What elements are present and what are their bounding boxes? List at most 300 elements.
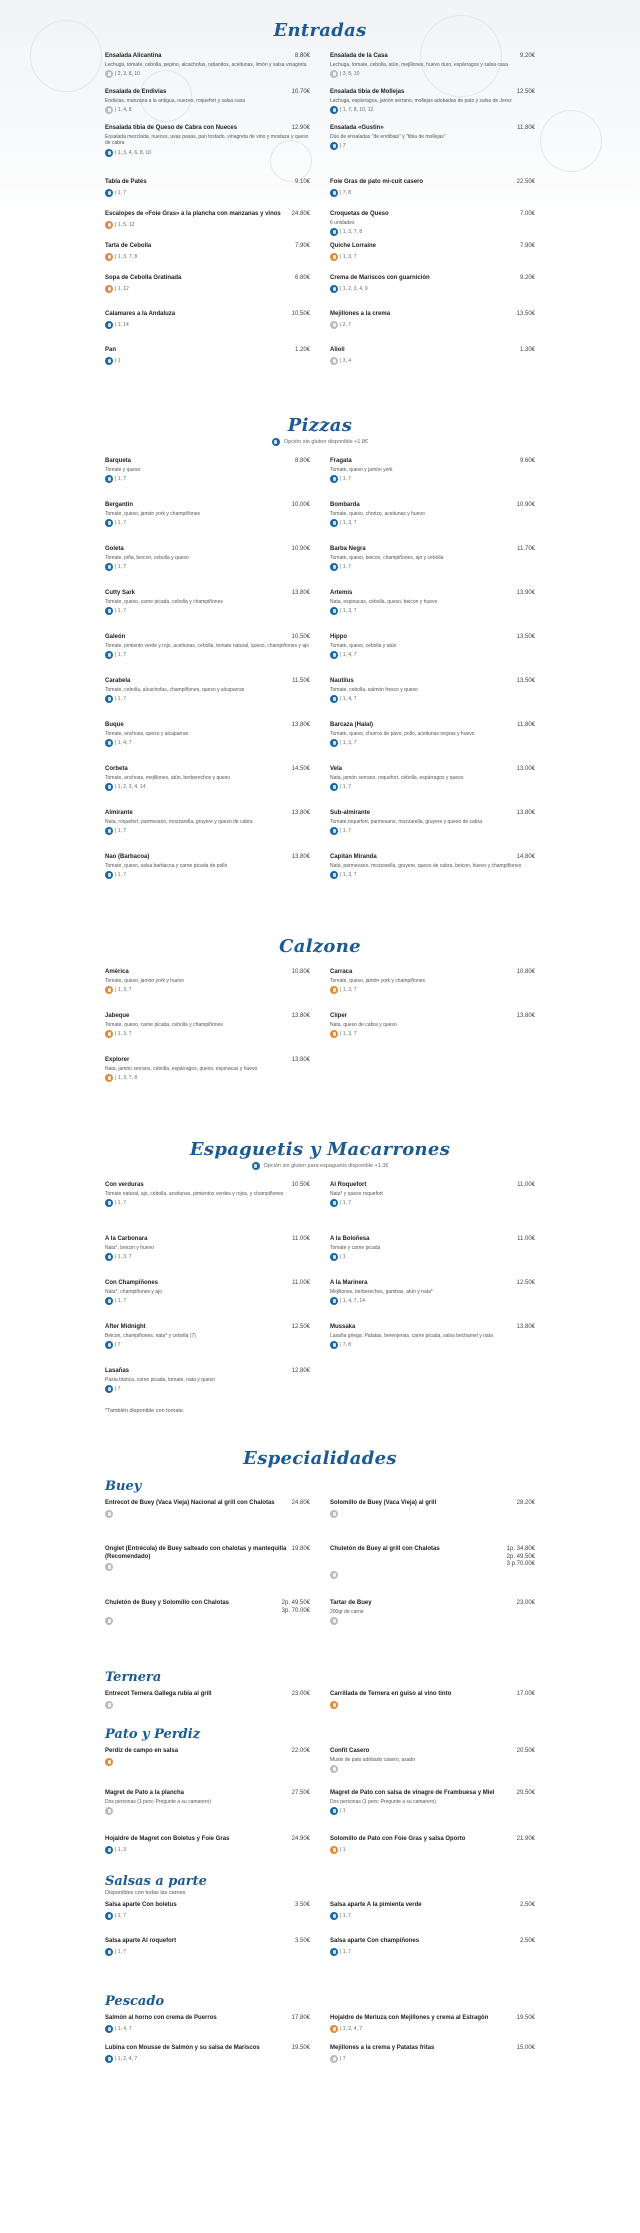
allergen-codes: | 1, 7	[115, 872, 127, 878]
allergen-row	[105, 321, 310, 329]
menu-item	[330, 678, 535, 703]
menu-item	[330, 1500, 535, 1518]
allergen-row	[105, 563, 310, 571]
menu-item-name: Croquetas de Queso	[330, 211, 389, 217]
menu-item-price: 24.80€	[291, 211, 310, 217]
menu-item-price: 14.50€	[291, 766, 310, 772]
allergen-badge-icon	[330, 2025, 338, 2033]
menu-item-name: Solomillo de Buey (Vaca Vieja) al grill	[330, 1500, 437, 1506]
salsas-subnote: Disponibles con todas las carnes	[105, 1890, 186, 1896]
allergen-row	[105, 1701, 310, 1709]
menu-item-description: Tomate, pimiento verde y rojo, aceitunas, cebolla, tomate natural, queso, champiñones y ajo	[105, 642, 310, 649]
allergen-codes: | 1, 3, 7	[340, 740, 357, 746]
allergen-badge-icon	[105, 695, 113, 703]
menu-item-description: Lasaña griega: Patatas, berenjenas, carne picada, salsa bechamel y nata	[330, 1332, 493, 1339]
menu-item-name: Galeón	[105, 634, 126, 640]
menu-item-price: 19.50€	[291, 2045, 310, 2051]
menu-grid	[105, 969, 535, 1101]
allergen-badge-icon	[330, 695, 338, 703]
menu-item-description: Pasta blanca, carne picada, tomate, nata y queso	[105, 1376, 215, 1383]
menu-item-name: Crema de Mariscos con guarnición	[330, 275, 430, 281]
allergen-badge-icon	[330, 1030, 338, 1038]
menu-item	[105, 1691, 310, 1709]
menu-item-name: Confit Casero	[330, 1748, 370, 1754]
menu-item-header	[105, 1836, 310, 1844]
menu-item-price: 12.90€	[291, 125, 310, 131]
menu-item	[330, 311, 535, 329]
gluten-free-note-text: Opción sin gluten para espaguetis disponible +1.3€	[263, 1163, 389, 1169]
allergen-badge-icon	[330, 2055, 338, 2063]
menu-item	[105, 89, 310, 114]
allergen-badge-icon	[105, 651, 113, 659]
allergen-codes: | 1, 7	[340, 1912, 352, 1919]
menu-item-header	[105, 1324, 310, 1332]
menu-item	[330, 1600, 535, 1625]
allergen-row	[330, 2025, 535, 2033]
menu-item-header	[105, 2015, 310, 2023]
menu-item-price: 22.00€	[291, 1748, 310, 1754]
menu-item-price: 24.90€	[291, 1836, 310, 1842]
menu-item-description: Beicon, champiñones, nata* y cebolla (7)	[105, 1332, 196, 1339]
menu-item	[105, 590, 310, 615]
allergen-codes: | 1, 7	[115, 1200, 127, 1206]
menu-item-header	[105, 2045, 310, 2053]
allergen-row	[330, 321, 535, 329]
menu-item-name: Nautilus	[330, 678, 354, 684]
menu-item-name: Lasañas	[105, 1368, 130, 1374]
allergen-row	[105, 1253, 310, 1261]
menu-item	[105, 458, 310, 483]
menu-item-price: 13.80€	[516, 1324, 535, 1330]
menu-item-header	[330, 969, 535, 977]
menu-item-header	[330, 1324, 535, 1332]
menu-item	[105, 179, 310, 197]
menu-grid	[105, 458, 535, 898]
allergen-badge-icon	[105, 1758, 113, 1766]
allergen-codes: | 1, 2, 3, 4, 14	[115, 784, 146, 790]
menu-item-price: 13.90€	[516, 590, 535, 596]
menu-item-header	[330, 53, 535, 61]
menu-item-description: Lechuga, espárragos, jamón serrano, mollejas adobadas de pato y salsa de Jerez	[330, 97, 512, 104]
allergen-row	[330, 871, 535, 879]
allergen-row	[105, 1341, 310, 1349]
menu-item	[105, 1790, 310, 1815]
menu-item-description: Tomate,roquefort, parmesano, mozzarella, gruyere y queso de cabra	[330, 818, 483, 825]
menu-item	[105, 1324, 310, 1349]
menu-item	[105, 634, 310, 659]
menu-item	[330, 854, 535, 879]
allergen-row	[330, 228, 535, 236]
allergen-codes: | 1, 3, 4, 6, 8, 10	[115, 149, 152, 156]
allergen-codes: | 1, 7	[115, 520, 127, 526]
allergen-badge-icon	[330, 70, 338, 78]
menu-item-price: 9.20€	[519, 53, 535, 59]
menu-item-price: 22.50€	[516, 179, 535, 185]
menu-item-price: 19.80€	[291, 1546, 310, 1552]
menu-item-header	[330, 2045, 535, 2053]
allergen-badge-icon	[330, 1617, 338, 1625]
menu-item-name: Vela	[330, 766, 343, 772]
allergen-row	[330, 1701, 535, 1709]
menu-item-description: Dúo de ensaladas "de endibias" y "tibia de mollejas"	[330, 133, 446, 140]
allergen-codes: | 1, 7	[115, 564, 127, 570]
allergen-row	[330, 739, 535, 747]
allergen-badge-icon	[330, 607, 338, 615]
allergen-badge-icon	[105, 106, 113, 114]
menu-item	[105, 722, 310, 747]
menu-item-header	[105, 311, 310, 319]
menu-item-name: Lubina con Mousse de Salmón y su salsa de Mariscos	[105, 2045, 260, 2051]
allergen-row	[330, 783, 535, 791]
menu-item	[105, 2015, 310, 2033]
menu-item-name: Capitán Miranda	[330, 854, 377, 860]
menu-item-name: Explorer	[105, 1057, 130, 1063]
allergen-codes: | 1, 7	[115, 1912, 127, 1919]
menu-item-price: 10.00€	[291, 502, 310, 508]
allergen-badge-icon	[330, 1701, 338, 1709]
allergen-badge-icon	[105, 1253, 113, 1261]
menu-item-price: 13.80€	[291, 722, 310, 728]
menu-item	[330, 1790, 535, 1815]
allergen-badge-icon	[105, 1948, 113, 1956]
menu-item	[330, 810, 535, 835]
menu-item-price: 2.50€	[519, 1902, 535, 1908]
menu-item	[105, 678, 310, 703]
section-title: Calzone	[279, 936, 361, 957]
menu-item-header	[330, 211, 535, 219]
menu-item-name: Quiche Lorraine	[330, 243, 377, 249]
allergen-codes: | 1, 3, 7	[115, 1031, 132, 1037]
menu-item	[105, 1902, 310, 1920]
allergen-row	[330, 1253, 535, 1261]
allergen-row	[330, 1912, 535, 1920]
section-pizzas	[0, 395, 640, 898]
menu-item	[105, 1236, 310, 1261]
allergen-row	[105, 253, 310, 261]
menu-grid	[105, 1902, 535, 1966]
menu-item-header	[330, 2015, 535, 2023]
allergen-badge-icon	[105, 783, 113, 791]
allergen-badge-icon	[105, 1912, 113, 1920]
allergen-badge-icon	[330, 986, 338, 994]
menu-item	[105, 766, 310, 791]
menu-item-price: 27.50€	[291, 1790, 310, 1796]
menu-item-name: Artemis	[330, 590, 353, 596]
allergen-codes: | 1, 3, 7	[340, 253, 357, 260]
menu-item-name: Hippo	[330, 634, 347, 640]
menu-item-price: 1.20€	[294, 347, 310, 353]
allergen-row	[105, 1846, 310, 1854]
menu-item	[330, 502, 535, 527]
menu-item-name: Entrecot de Buey (Vaca Vieja) Nacional al grill con Chalotas	[105, 1500, 275, 1506]
menu-item-header	[330, 546, 535, 554]
allergen-badge-icon	[330, 1765, 338, 1773]
menu-item-description: Tomate, anchoas, queso y alcaparras	[105, 730, 189, 737]
menu-item-description: Nata, roquefort, parmesano, mozzarella, gruyere y queso de cabra	[105, 818, 253, 825]
menu-item-header	[105, 1790, 310, 1798]
menu-item-name: Salsa aparte Con boletus	[105, 1902, 177, 1908]
menu-item	[105, 969, 310, 994]
allergen-badge-icon	[330, 189, 338, 197]
menu-item-header	[105, 179, 310, 187]
menu-item-name: Fragata	[330, 458, 352, 464]
menu-item-name: Perdiz de campo en salsa	[105, 1748, 179, 1754]
allergen-badge-icon	[105, 1807, 113, 1815]
menu-item-price: 13.80€	[516, 810, 535, 816]
menu-item-name: Ensalada Alicantina	[105, 53, 162, 59]
menu-item-description: Nata, espinacas, cebolla, queso, beicon y huevo	[330, 598, 438, 605]
menu-item-header	[330, 502, 535, 510]
allergen-row	[330, 986, 535, 994]
menu-item-name: Barcaza (Halal)	[330, 722, 374, 728]
allergen-badge-icon	[330, 871, 338, 879]
menu-item-price: 13.80€	[291, 854, 310, 860]
menu-item-price: 1.30€	[519, 347, 535, 353]
menu-item-price: 24.80€	[291, 1500, 310, 1506]
allergen-codes: | 1, 7	[340, 1200, 352, 1206]
menu-item	[105, 810, 310, 835]
menu-item-name: A la Boloñesa	[330, 1236, 370, 1242]
menu-item-description: Tomate, queso, carne picada, cebolla y champiñones	[105, 598, 223, 605]
menu-item-name: A la Marinera	[330, 1280, 368, 1286]
menu-item-header	[330, 1546, 535, 1569]
menu-item-name: Alioli	[330, 347, 345, 353]
menu-item	[105, 1013, 310, 1038]
menu-item-header	[105, 1748, 310, 1756]
menu-item-name: Mussaka	[330, 1324, 356, 1330]
allergen-codes: | 1, 7	[340, 564, 352, 570]
menu-item	[330, 590, 535, 615]
menu-item-price: 12.50€	[516, 1280, 535, 1286]
allergen-codes: | 1, 7	[115, 828, 127, 834]
allergen-codes: | 1, 7	[340, 476, 352, 482]
allergen-codes: | 1, 3, 7	[115, 1254, 132, 1260]
menu-item-name: Hojaldre de Merluza con Mejillones y crema al Estragón	[330, 2015, 489, 2021]
menu-item-name: Tartar de Buey	[330, 1600, 372, 1606]
allergen-row	[105, 149, 310, 157]
allergen-row	[330, 1617, 535, 1625]
allergen-codes: | 1, 3, 7, 8	[340, 229, 363, 235]
allergen-badge-icon	[330, 1571, 338, 1579]
menu-item-name: A la Carbonara	[105, 1236, 148, 1242]
allergen-badge-icon	[105, 1846, 113, 1854]
section-especialidades	[0, 1428, 640, 2071]
allergen-codes: | 1, 7	[340, 1948, 352, 1955]
menu-item-description: Tomate, piña, beicon, cebolla y queso	[105, 554, 189, 561]
allergen-badge-icon	[330, 519, 338, 527]
menu-item-description: Dos personas (1 pers: Pregunte a su camarero)	[105, 1798, 211, 1805]
menu-item	[330, 125, 535, 150]
menu-item-header	[105, 678, 310, 686]
menu-item-name: Calamares a la Andaluza	[105, 311, 176, 317]
menu-item	[105, 1600, 310, 1625]
menu-item-header	[105, 275, 310, 283]
allergen-codes: | 1, 2, 4, 7	[115, 2055, 138, 2062]
menu-item-name: Salsa aparte A la pimienta verde	[330, 1902, 422, 1908]
menu-item-name: Pan	[105, 347, 117, 353]
menu-item	[105, 1280, 310, 1305]
allergen-badge-icon	[330, 357, 338, 365]
menu-item-description: Nata, parmesano, mozzarella, gruyere, queso de cabra, beicon, huevo y champiñones	[330, 862, 522, 869]
menu-item-header	[105, 53, 310, 61]
menu-item	[330, 1013, 535, 1038]
menu-item-header	[330, 1748, 535, 1756]
menu-item-name: Magret de Pato a la plancha	[105, 1790, 185, 1796]
menu-item-header	[105, 1013, 310, 1021]
allergen-row	[105, 475, 310, 483]
menu-item-name: Carraca	[330, 969, 353, 975]
allergen-row	[105, 1807, 310, 1815]
menu-item-price: 14.80€	[516, 854, 535, 860]
menu-item-price: 13.80€	[291, 810, 310, 816]
menu-item-header	[105, 1368, 310, 1376]
menu-item	[105, 1182, 310, 1207]
menu-item-header	[330, 275, 535, 283]
menu-item-description: Tomate, queso, churros de pavo, pollo, aceitunas negras y huevo	[330, 730, 475, 737]
allergen-codes: | 1, 2, 4, 7	[340, 2025, 363, 2032]
allergen-row	[330, 1571, 535, 1579]
menu-item-header	[105, 1500, 310, 1508]
menu-item-header	[105, 347, 310, 355]
menu-item	[105, 275, 310, 293]
menu-item-name: Ensalada «Gustin»	[330, 125, 384, 131]
menu-item-description: Dos personas (1 pers: Pregunte a su camarero)	[330, 1798, 436, 1805]
menu-item-price: 10.50€	[291, 634, 310, 640]
menu-item-name: Salsa aparte Con champiñones	[330, 1938, 420, 1944]
menu-item	[105, 125, 310, 157]
menu-item	[330, 1902, 535, 1920]
allergen-row	[105, 1199, 310, 1207]
menu-item-header	[105, 634, 310, 642]
menu-item	[330, 243, 535, 261]
menu-item	[330, 766, 535, 791]
menu-item-price: 2.50€	[519, 1938, 535, 1944]
allergen-row	[330, 651, 535, 659]
menu-item	[330, 1836, 535, 1854]
menu-item-header	[105, 1691, 310, 1699]
menu-item-header	[330, 766, 535, 774]
allergen-codes: | 1, 3, 7, 8	[115, 1075, 138, 1081]
menu-item-header	[105, 1600, 310, 1615]
menu-item-price: 9.20€	[519, 275, 535, 281]
menu-item	[330, 1280, 535, 1305]
menu-item-name: Sopa de Cebolla Gratinada	[105, 275, 182, 281]
allergen-badge-icon	[105, 1385, 113, 1393]
allergen-codes: | 1, 3, 7	[340, 987, 357, 993]
menu-item-price: 10.80€	[516, 969, 535, 975]
menu-grid	[105, 1691, 535, 1717]
menu-item-description: 200gr de carne	[330, 1608, 364, 1615]
menu-item-price: 11.00€	[517, 1236, 535, 1242]
allergen-badge-icon	[330, 739, 338, 747]
menu-item-name: Hojaldre de Magret con Boletus y Foie Gras	[105, 1836, 230, 1842]
allergen-row	[105, 986, 310, 994]
menu-item-price: 7.90€	[519, 243, 535, 249]
menu-item-name: Nao (Barbacoa)	[105, 854, 150, 860]
menu-item	[105, 1836, 310, 1854]
allergen-codes: | 1, 3, 7	[340, 520, 357, 526]
menu-item-name: Bombarda	[330, 502, 360, 508]
menu-item-description: Nata*, champiñones y ajo	[105, 1288, 162, 1295]
menu-item	[330, 1546, 535, 1579]
allergen-row	[105, 2055, 310, 2063]
allergen-row	[105, 827, 310, 835]
menu-item-description: Tomate, queso, chorizo, aceitunas y huevo	[330, 510, 425, 517]
menu-item-name: Escalopes de «Foie Gras» a la plancha con manzanas y vinos	[105, 211, 281, 217]
menu-item	[330, 546, 535, 571]
section-title: Entradas	[273, 20, 367, 41]
allergen-badge-icon	[105, 357, 113, 365]
allergen-row	[105, 1030, 310, 1038]
menu-item	[330, 179, 535, 197]
menu-item	[330, 53, 535, 78]
menu-item-header	[330, 311, 535, 319]
allergen-codes: | 7, 8	[340, 189, 352, 196]
menu-item-name: Ensalada tibia de Mollejas	[330, 89, 405, 95]
allergen-badge-icon	[330, 1948, 338, 1956]
allergen-row	[330, 142, 535, 150]
allergen-codes: | 1, 3, 7	[115, 987, 132, 993]
menu-item-price: 9.60€	[519, 458, 535, 464]
allergen-row	[330, 189, 535, 197]
menu-item-header	[105, 502, 310, 510]
allergen-badge-icon	[105, 253, 113, 261]
allergen-badge-icon	[330, 285, 338, 293]
menu-item-name: Salmón al horno con crema de Puerros	[105, 2015, 217, 2021]
menu-item-header	[330, 634, 535, 642]
menu-item	[330, 2045, 535, 2063]
allergen-codes: | 1, 4, 7	[340, 652, 357, 658]
allergen-codes: | 3, 4	[340, 357, 352, 364]
allergen-codes: | 1	[115, 357, 121, 364]
allergen-badge-icon	[105, 2025, 113, 2033]
menu-item-header	[105, 1938, 310, 1946]
menu-item-description: Nata*, beicon y huevo	[105, 1244, 154, 1251]
allergen-codes: | 1, 4, 7, 14	[340, 1298, 365, 1304]
menu-item-price: 3.50€	[294, 1902, 310, 1908]
allergen-badge-icon	[330, 1912, 338, 1920]
menu-item-description: Nata, jamón serrano, cebolla, espárragos, queso, espinacas y huevo	[105, 1065, 258, 1072]
allergen-codes: | 1, 3, 7	[340, 872, 357, 878]
menu-item-price: 12.50€	[516, 89, 535, 95]
menu-item-header	[330, 347, 535, 355]
menu-item-header	[330, 89, 535, 97]
menu-item-price: 8.80€	[294, 53, 310, 59]
menu-item-price: 13.50€	[516, 634, 535, 640]
allergen-codes: | 1, 5, 12	[115, 221, 135, 228]
section-entradas	[0, 0, 640, 383]
allergen-badge-icon	[330, 1253, 338, 1261]
allergen-badge-icon	[330, 228, 338, 236]
menu-item-price: 3.50€	[294, 1938, 310, 1944]
menu-item-price: 1p. 34.80€ 2p. 49.50€ 3 p.70.00€	[506, 1546, 535, 1567]
menu-item-name: Con Champiñones	[105, 1280, 159, 1286]
menu-item	[105, 1368, 310, 1393]
allergen-badge-icon	[330, 1199, 338, 1207]
menu-item-header	[330, 1691, 535, 1699]
allergen-row	[330, 1948, 535, 1956]
allergen-badge-icon	[105, 986, 113, 994]
menu-item-header	[105, 546, 310, 554]
menu-item-header	[105, 89, 310, 97]
allergen-codes: | 1, 7	[340, 784, 352, 790]
menu-item-description: Nata, jamón serrano, roquefort, cebolla, espárragos y queso	[330, 774, 464, 781]
allergen-badge-icon	[105, 1701, 113, 1709]
menu-item-description: Tomate, queso, cebolla y atún	[330, 642, 397, 649]
menu-item	[105, 347, 310, 365]
menu-item	[330, 458, 535, 483]
allergen-badge-icon	[330, 651, 338, 659]
